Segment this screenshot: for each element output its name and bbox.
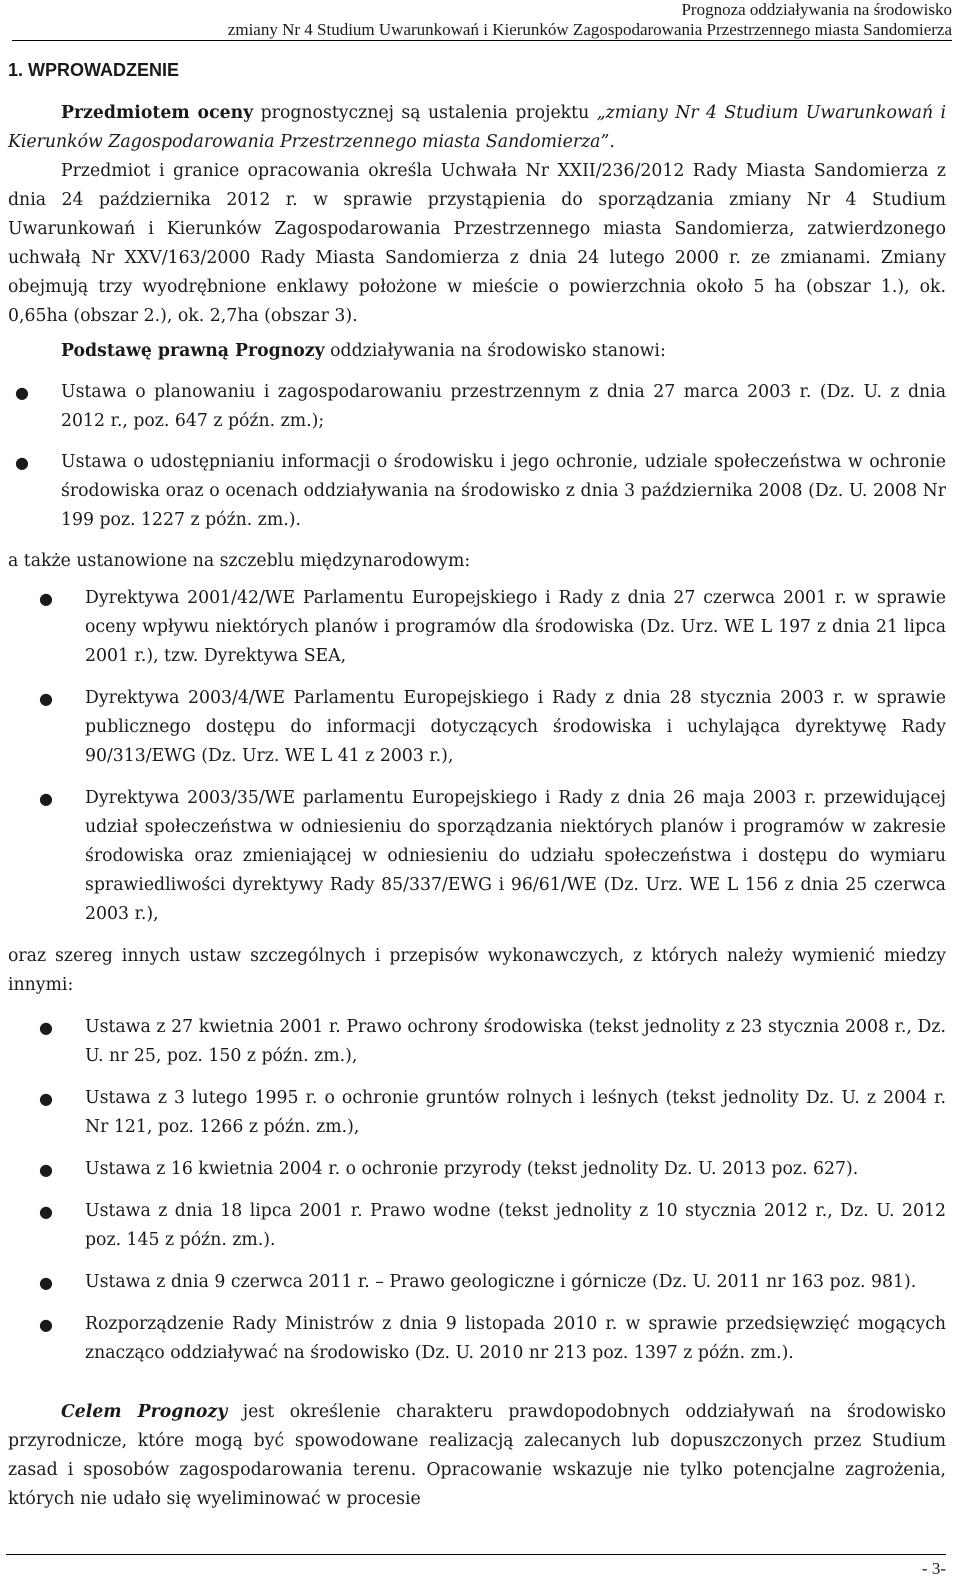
list-item-text: Rozporządzenie Rady Ministrów z dnia 9 listopada 2010 r. w sprawie przedsięwzięć mogących znacząco oddziaływać na środowisko (Dz. U. 2010 nr 213 poz. 1397 z późn. zm.). [85,1314,946,1363]
list-item [39,1197,946,1255]
international-intro: a także ustanowione na szczeblu międzynarodowym: [8,551,471,571]
goal-paragraph [8,1398,946,1514]
list-item [39,1155,946,1184]
list-item-text: Ustawa o planowaniu i zagospodarowaniu przestrzennym z dnia 27 marca 2003 r. (Dz. U. z dnia 2012 r., poz. 647 z późn. zm.); [61,382,946,431]
list-item [39,1310,946,1368]
bullet-icon: ● [39,1315,53,1334]
list-item-text: Dyrektywa 2003/4/WE Parlamentu Europejskiego i Rady z dnia 28 stycznia 2003 r. w sprawie publicznego dostępu do informacji dotyczących środowiska i uchylająca dyrektywę Rady 90/313/EWG (Dz. Urz. WE L 41 z 2003 r.), [85,688,946,766]
header-subtitle: zmiany Nr 4 Studium Uwarunkowań i Kierunków Zagospodarowania Przestrzennego miasta Sandomierza [227,20,952,39]
subject-italic-text: „zmiany Nr 4 Studium Uwarunkowań i Kierunków Zagospodarowania Przestrzennego miasta Sandomierza”. [8,103,947,152]
list-item-text: Ustawa z 27 kwietnia 2001 r. Prawo ochrony środowiska (tekst jednolity z 23 stycznia 2008 r., Dz. U. nr 25, poz. 150 z późn. zm.), [85,1017,946,1066]
list-item [39,784,946,929]
goal-bold-italic-text: Celem Prognozy [61,1402,228,1422]
goal-text: jest określenie charakteru prawdopodobnych oddziaływań na środowisko przyrodnicze, które mogą być spowodowane realizacją zalecanych lub dopuszczonych przez Studium zasad i sposobów zagospodarowania terenu. Opracowanie wskazuje nie tylko potencjalne zagrożenia, których nie udało się wyeliminować w procesie [8,1402,947,1509]
bullet-icon: ● [39,789,53,808]
list-item-text: Dyrektywa 2003/35/WE parlamentu Europejskiego i Rady z dnia 26 maja 2003 r. przewidującej udział społeczeństwa w odniesieniu do sporządzania niektórych planów i programów w zakresie środowiska oraz zmieniającej w odniesieniu do udziału społeczeństwa i dostępu do wymiaru sprawiedliwości dyrektywy Rady 85/337/EWG i 96/61/WE (Dz. Urz. WE L 156 z dnia 25 czerwca 2003 r.), [85,788,946,924]
list-item-text: Ustawa z 16 kwietnia 2004 r. o ochronie przyrody (tekst jednolity Dz. U. 2013 poz. 627). [85,1159,859,1179]
list-item [39,684,946,771]
list-item [15,448,946,535]
other-acts-list [39,1013,946,1368]
bullet-icon: ● [15,383,29,402]
legal-basis-paragraph [8,337,946,366]
list-item-text: Ustawa o udostępnianiu informacji o środowisku i jego ochronie, udziale społeczeństwa w ochronie środowiska oraz o ocenach oddziaływania na środowisko z dnia 3 października 2008 (Dz. U. 2008 Nr 199 poz. 1227 z późn. zm.). [61,452,946,530]
subject-text: prognostycznej są ustalenia projektu [253,103,597,123]
page-header [12,0,952,41]
list-item-text: Ustawa z dnia 9 czerwca 2011 r. – Prawo geologiczne i górnicze (Dz. U. 2011 nr 163 poz. 981). [85,1272,917,1292]
document-body [8,56,946,1514]
list-item-text: Ustawa z dnia 18 lipca 2001 r. Prawo wodne (tekst jednolity z 10 stycznia 2012 r., Dz. U. 2012 poz. 145 z późn. zm.). [85,1201,946,1250]
bullet-icon: ● [39,1273,53,1292]
bullet-icon: ● [39,689,53,708]
other-acts-intro: oraz szereg innych ustaw szczególnych i przepisów wykonawczych, z których należy wymienić miedzy innymi: [8,946,946,995]
list-item [39,1013,946,1071]
list-item [39,1084,946,1142]
list-item [39,1268,946,1297]
list-item [39,584,946,671]
legal-basis-bold-text: Podstawę prawną Prognozy [61,341,325,361]
bullet-icon: ● [39,1202,53,1221]
header-title: Prognoza oddziaływania na środowisko [681,0,952,19]
list-item [15,378,946,436]
bullet-icon: ● [39,589,53,608]
national-laws-list [15,378,946,535]
bullet-icon: ● [39,1160,53,1179]
subject-bold-text: Przedmiotem oceny [61,103,254,123]
intro-subject-paragraph [8,99,946,157]
bullet-icon: ● [39,1018,53,1037]
bullet-icon: ● [39,1089,53,1108]
scope-paragraph: Przedmiot i granice opracowania określa Uchwała Nr XXII/236/2012 Rady Miasta Sandomierza z dnia 24 października 2012 r. w sprawie przystąpienia do sporządzania zmiany Nr 4 Studium Uwarunkowań i Kierunków Zagospodarowania Przestrzennego miasta Sandomierza, zatwierdzonego uchwałą Nr XXV/163/2000 Rady Miasta Sandomierza z dnia 24 lutego 2000 r. ze zmianami. Zmiany obejmują trzy wyodrębnione enklawy położone w mieście o powierzchnia około 5 ha (obszar 1.), ok. 0,65ha (obszar 2.), ok. 2,7ha (obszar 3). [8,161,946,326]
section-heading: 1. WPROWADZENIE [8,60,180,80]
page-number: - 3- [6,1554,946,1579]
bullet-icon: ● [15,453,29,472]
international-laws-list [39,584,946,929]
list-item-text: Ustawa z 3 lutego 1995 r. o ochronie gruntów rolnych i leśnych (tekst jednolity Dz. U. z 2004 r. Nr 121, poz. 1266 z późn. zm.), [85,1088,946,1137]
list-item-text: Dyrektywa 2001/42/WE Parlamentu Europejskiego i Rady z dnia 27 czerwca 2001 r. w sprawie oceny wpływu niektórych planów i programów dla środowiska (Dz. Urz. WE L 197 z dnia 21 lipca 2001 r.), tzw. Dyrektywa SEA, [85,588,946,666]
legal-basis-text: oddziaływania na środowisko stanowi: [324,341,666,361]
